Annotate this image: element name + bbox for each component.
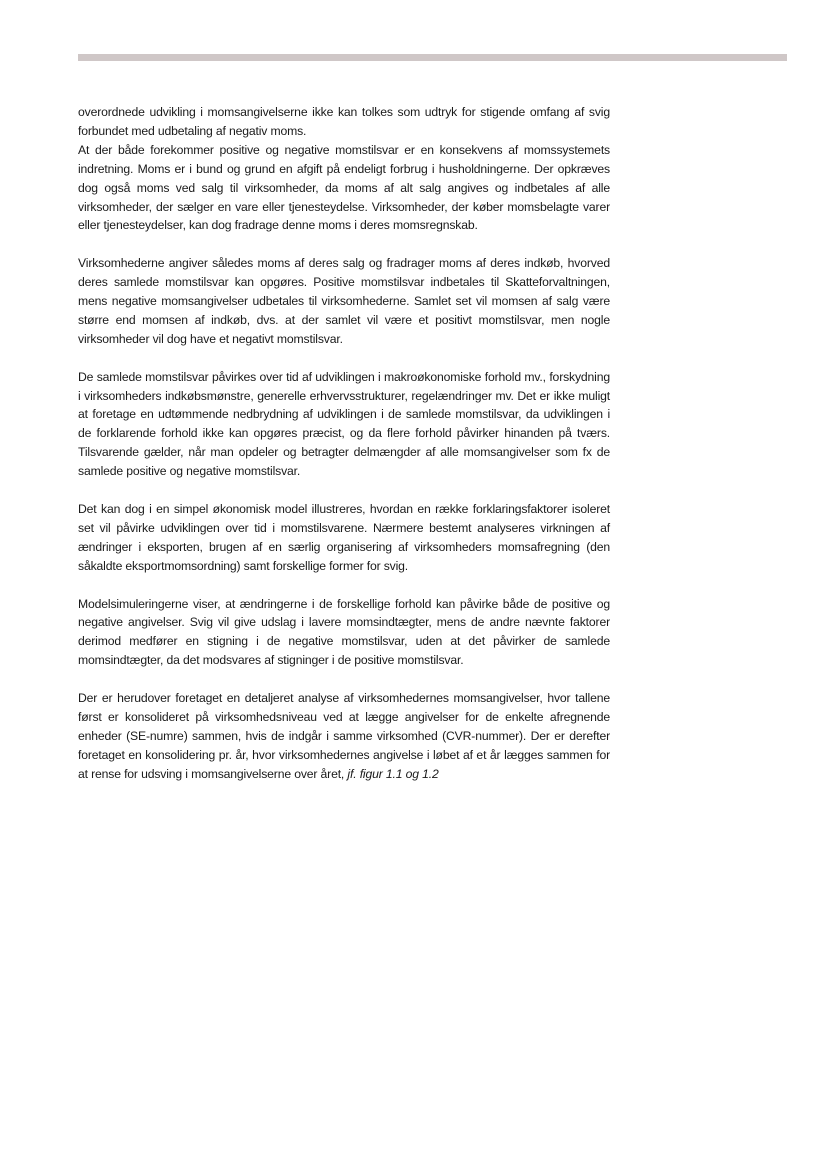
paragraph-analyse <box>78 689 610 784</box>
figure-reference: jf. figur 1.1 og 1.2 <box>347 766 439 781</box>
paragraph-model: Det kan dog i en simpel økonomisk model illustreres, hvordan en række forklaringsfaktorer isoleret set vil påvirke udviklingen over tid i momstilsvarene. Nærmere bestemt analyseres virkningen af ændringer i eksporten, brugen af en særlig organisering af virksomheders momsafregning (den såkaldte eksportmomsordning) samt forskellige former for svig. <box>78 501 610 573</box>
paragraph-continuation: overordnede udvikling i momsangivelserne ikke kan tolkes som udtryk for stigende omfang af svig forbundet med udbetaling af negativ moms. <box>78 105 610 138</box>
header-rule <box>78 54 787 61</box>
paragraph-udvikling: De samlede momstilsvar påvirkes over tid af udviklingen i makroøkonomiske forhold mv., forskydning i virksomheders indkøbsmønstre, generelle erhvervsstrukturer, regelændringer mv. Det er ikke muligt at foretage en udtømmende nedbrydning af udviklingen i de samlede momstilsvar, da udviklingen i de forklarende forhold ikke kan opgøres præcist, og da flere forhold påvirker hinanden på tværs. Tilsvarende gælder, når man opdeler og betragter delmængder af alle momsangivelser som fx de samlede positive og negative momstilsvar. <box>78 369 610 479</box>
paragraph-simulering: Modelsimuleringerne viser, at ændringerne i de forskellige forhold kan påvirke både de positive og negative angivelser. Svig vil give udslag i lavere momsindtægter, mens de andre nævnte faktorer derimod medfører en stigning i de negative momstilsvar, uden at det påvirker de samlede momsindtægter, da det modsvares af stigninger i de positive momstilsvar. <box>78 596 610 668</box>
paragraph-angivelse: Virksomhederne angiver således moms af deres salg og fradrager moms af deres indkøb, hvorved deres samlede momstilsvar kan opgøres. Positive momstilsvar indbetales til Skatteforvaltningen, mens negative momsangivelser udbetales til virksomhederne. Samlet set vil momsen af salg være større end momsen af indkøb, dvs. at der samlet vil være et positivt momstilsvar, men nogle virksomheder vil dog have et negativt momstilsvar. <box>78 256 610 346</box>
body-text <box>78 103 610 802</box>
analyse-text: Der er herudover foretaget en detaljeret analyse af virksomhedernes momsangivelser, hvor tallene først er konsolideret på virksomhedsniveau ved at lægge angivelser for de enkelte afregnende enheder (SE-numre) sammen, hvis de indgår i samme virksomhed (CVR-nummer). Der er derefter foretaget en konsolidering pr. år, hvor virksomhedernes angivelse i løbet af et år lægges sammen for at rense for udsving i momsangivelserne over året, <box>78 691 610 781</box>
paragraph-momssystem: At der både forekommer positive og negative momstilsvar er en konsekvens af momssystemets indretning. Moms er i bund og grund en afgift på endeligt forbrug i husholdningerne. Der opkræves dog også moms ved salg til virksomheder, da moms af alt salg angives og indbetales af alle virksomheder, der sælger en vare eller tjenesteydelse. Virksomheder, der køber momsbelagte varer eller tjenesteydelser, kan dog fradrage denne moms i deres momsregnskab. <box>78 142 610 233</box>
